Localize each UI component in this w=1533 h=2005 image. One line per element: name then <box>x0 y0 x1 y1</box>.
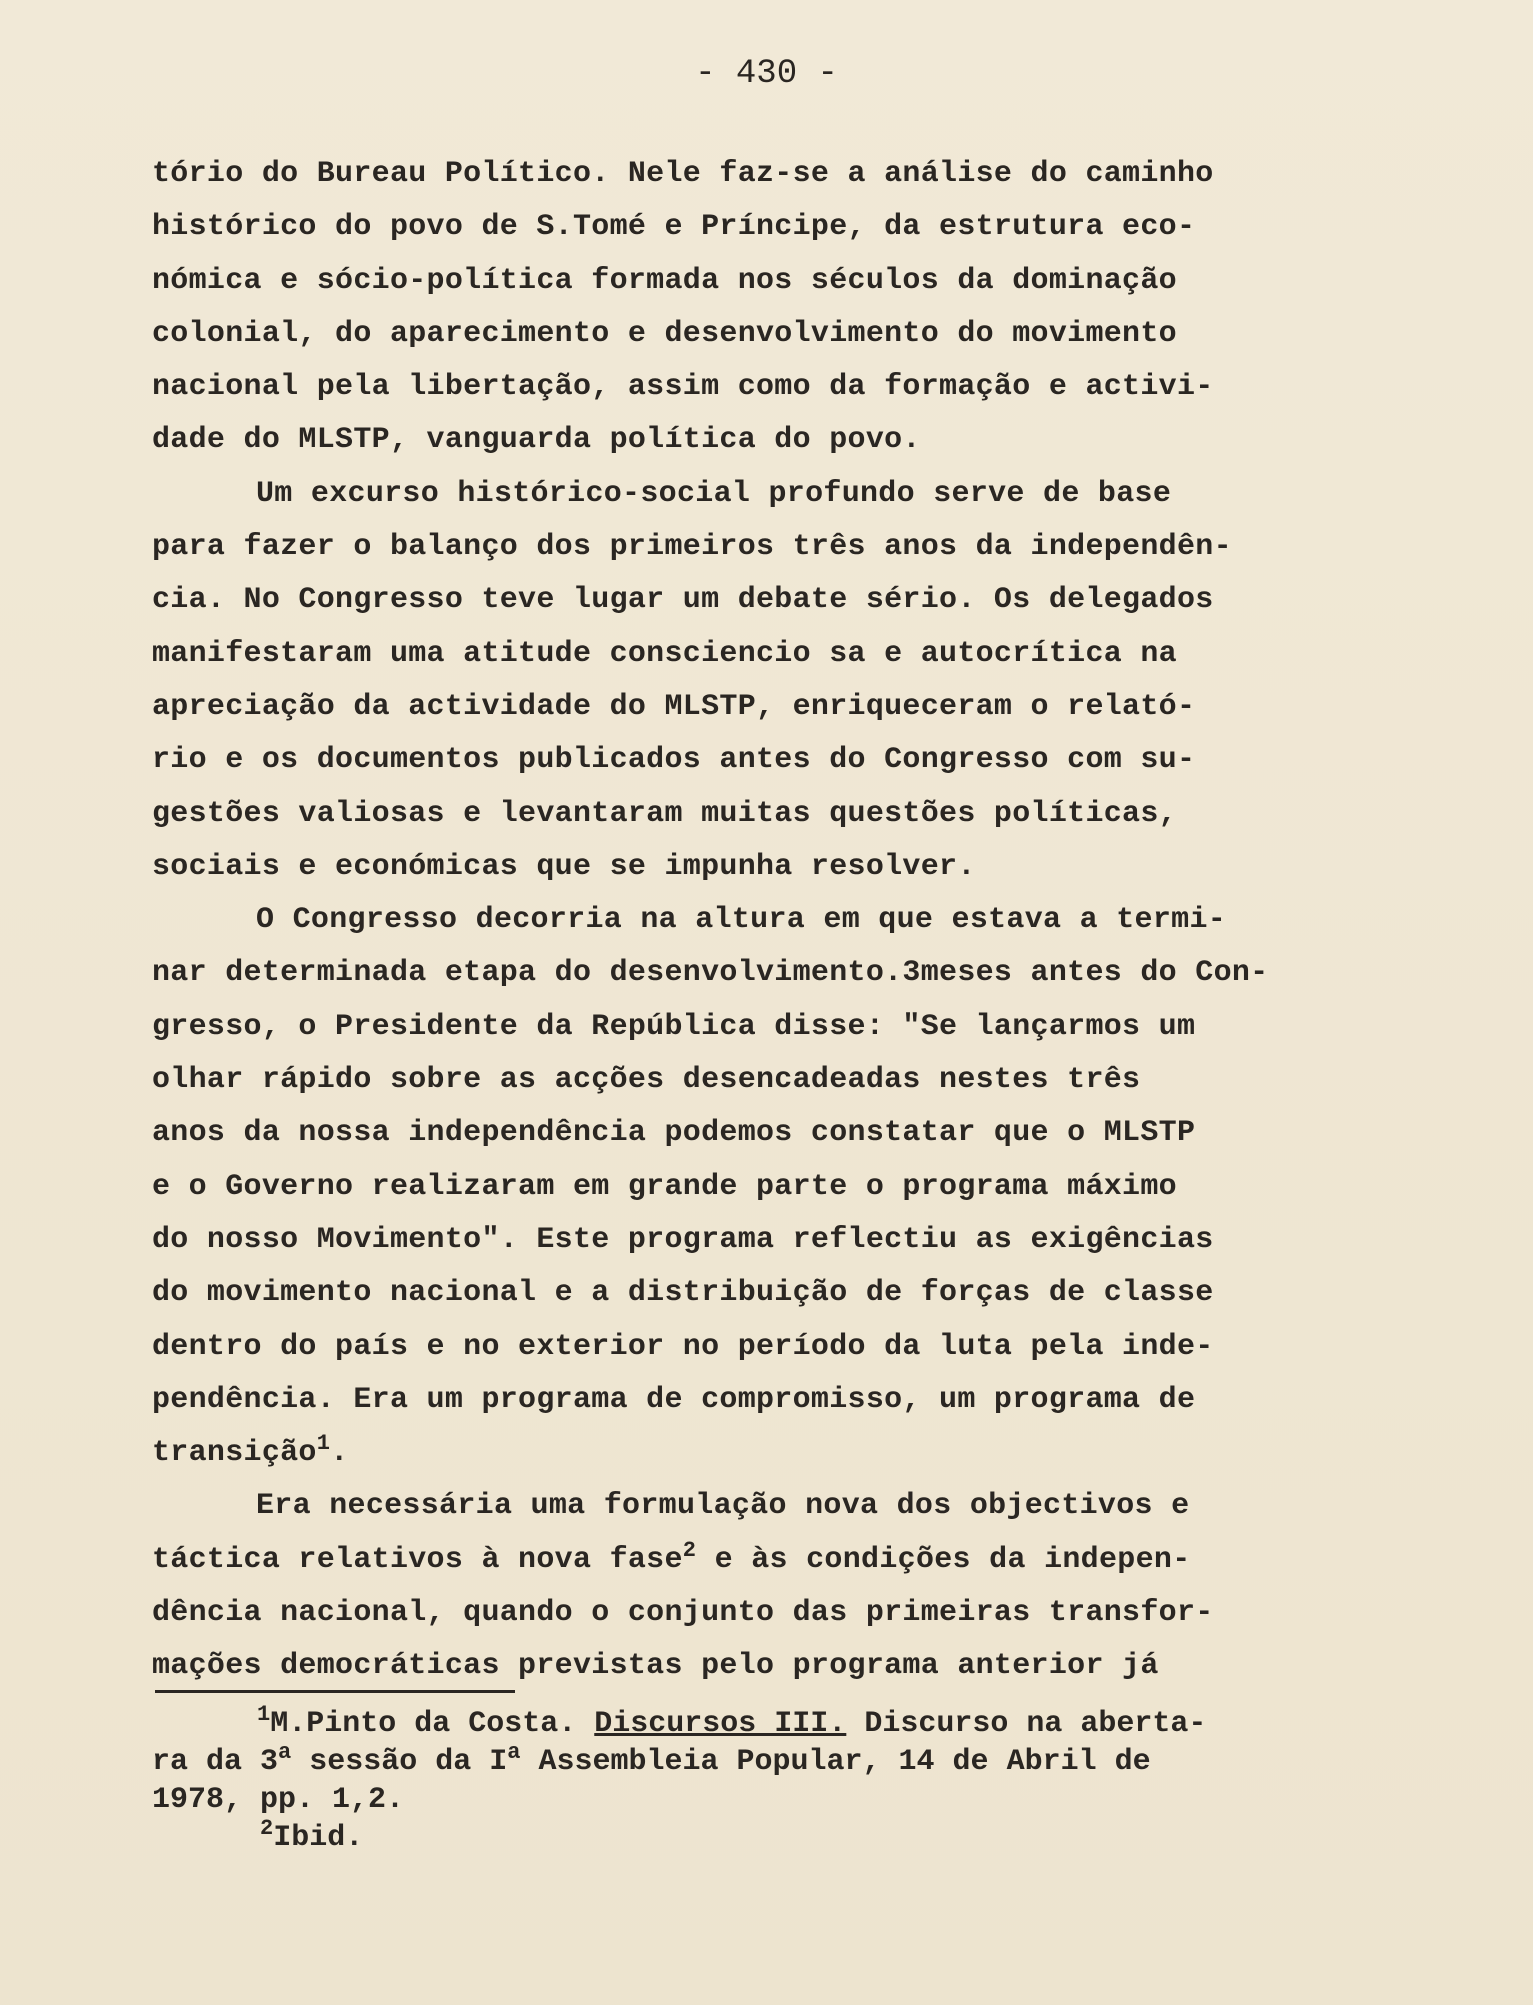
line-text: e às condições da indepen- <box>696 1542 1191 1577</box>
line-text: . <box>330 1436 349 1471</box>
text-line: do nosso Movimento". Este programa reflectiu as exigências <box>152 1222 1214 1257</box>
footnotes <box>152 1702 1412 1857</box>
text-line: dentro do país e no exterior no período da luta pela inde- <box>152 1329 1214 1364</box>
text-line: O Congresso decorria na altura em que estava a termi- <box>256 903 1227 938</box>
footnote-ref-2: 2 <box>682 1537 697 1563</box>
body-text <box>152 148 1412 1694</box>
text-line: colonial, do aparecimento e desenvolvimento do movimento <box>152 316 1177 351</box>
text-line: nacional pela libertação, assim como da formação e activi- <box>152 370 1214 405</box>
text-line: dência nacional, quando o conjunto das primeiras transfor- <box>152 1596 1214 1631</box>
footnote-1 <box>152 1702 1412 1743</box>
text-line: tório do Bureau Político. Nele faz-se a análise do caminho <box>152 157 1214 191</box>
text-line: e o Governo realizaram em grande parte o programa máximo <box>152 1169 1177 1204</box>
line-text: táctica relativos à nova fase <box>152 1542 683 1577</box>
text-line: mações democráticas previstas pelo programa anterior já <box>152 1649 1159 1684</box>
footnote-text: ra da 3 <box>152 1745 279 1779</box>
text-line: nar determinada etapa do desenvolvimento.3meses antes do Con- <box>152 956 1269 991</box>
footnote-marker: 2 <box>260 1816 274 1841</box>
footnote-separator <box>155 1690 515 1693</box>
text-line: gestões valiosas e levantaram muitas questões políticas, <box>152 796 1177 831</box>
text-line: anos da nossa independência podemos constatar que o MLSTP <box>152 1116 1196 1151</box>
footnote-text: Ibid. <box>273 1821 364 1855</box>
footnote-title: Discursos III. <box>594 1707 847 1741</box>
ordinal-sup: a <box>278 1740 292 1765</box>
footnote-2 <box>152 1816 1412 1857</box>
text-line: Era necessária uma formulação nova dos objectivos e <box>256 1489 1190 1524</box>
text-line: gresso, o Presidente da República disse: "Se lançarmos um <box>152 1009 1196 1044</box>
text-line: nómica e sócio-política formada nos séculos da dominação <box>152 263 1177 298</box>
footnote-text: Assembleia Popular, 14 de Abril de <box>520 1745 1151 1779</box>
text-line: olhar rápido sobre as acções desencadeadas nestes três <box>152 1063 1141 1098</box>
footnote-text: Discurso na aberta- <box>846 1707 1207 1741</box>
text-line: do movimento nacional e a distribuição de forças de classe <box>152 1276 1214 1311</box>
text-line: rio e os documentos publicados antes do Congresso com su- <box>152 743 1196 778</box>
footnote-marker: 1 <box>257 1702 271 1727</box>
text-line: apreciação da actividade do MLSTP, enriqueceram o relató- <box>152 689 1196 724</box>
text-line-footnote-ref <box>152 1427 1412 1480</box>
text-line: pendência. Era um programa de compromisso, um programa de <box>152 1382 1196 1417</box>
footnote-1-line-3: 1978, pp. 1,2. <box>152 1783 405 1817</box>
text-line-footnote-ref <box>152 1534 1412 1587</box>
text-line: cia. No Congresso teve lugar um debate sério. Os delegados <box>152 583 1214 618</box>
text-line: sociais e económicas que se impunha resolver. <box>152 849 976 884</box>
text-line: Um excurso histórico-social profundo serve de base <box>256 476 1172 511</box>
text-line: histórico do povo de S.Tomé e Príncipe, da estrutura eco- <box>152 210 1196 245</box>
footnote-ref-1: 1 <box>316 1431 331 1457</box>
text-line: para fazer o balanço dos primeiros três anos da independên- <box>152 530 1232 565</box>
footnote-1-line-2 <box>152 1740 1412 1781</box>
ordinal-sup: a <box>507 1740 521 1765</box>
text-line: dade do MLSTP, vanguarda política do povo. <box>152 423 921 458</box>
text-line: manifestaram uma atitude consciencio sa e autocrítica na <box>152 636 1177 671</box>
footnote-text: sessão da I <box>291 1745 508 1779</box>
footnote-author: M.Pinto da Costa. <box>270 1707 595 1741</box>
page-number: - 430 - <box>695 55 838 93</box>
line-text: transição <box>152 1436 317 1471</box>
